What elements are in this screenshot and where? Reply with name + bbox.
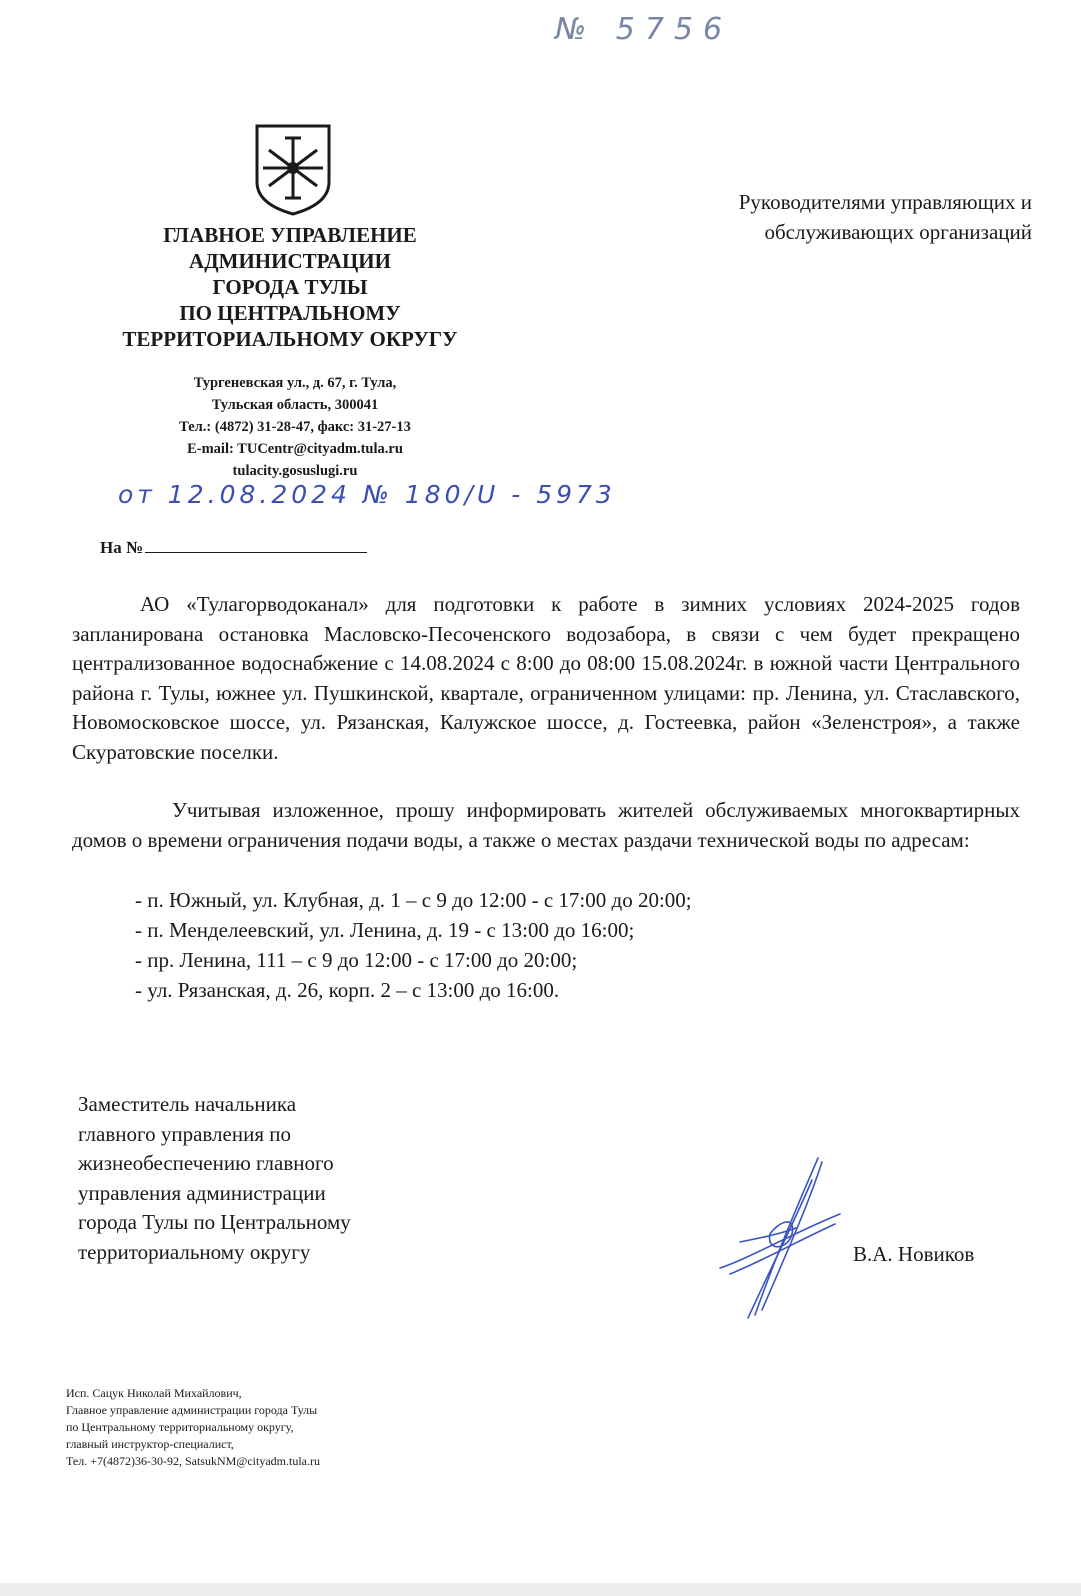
body-paragraph-1: АО «Тулагорводоканал» для подготовки к работе в зимних условиях 2024-2025 годов запланирована остановка Масловско-Песоченского водозабора, в связи с чем будет прекращено централизованное водоснабжение с 14.08.2024 с 8:00 до 08:00 15.08.2024г. в южной части Центрального района г. Тулы, южнее ул. Пушкинской, квартале, ограниченном улицами: пр. Ленина, ул. Стаславского, Новомосковское шоссе, ул. Рязанская, Калужское шоссе, д. Гостеевка, район «Зеленстроя», а также Скуратовские поселки.: [72, 592, 1020, 764]
position-line: жизнеобеспечению главного: [78, 1151, 334, 1175]
address-line: Тульская область, 300041: [211, 397, 379, 413]
body-paragraph-2: Учитывая изложенное, прошу информировать жителей обслуживаемых многоквартирных домов о времени ограничения подачи воды, а также о местах раздачи технической воды по адресам:: [72, 798, 1020, 852]
signer-name: В.А. Новиков: [853, 1242, 975, 1266]
signer-position: [78, 1090, 458, 1267]
phone-line: Тел.: (4872) 31-28-47, факс: 31-27-13: [179, 419, 411, 435]
position-line: главного управления по: [78, 1121, 291, 1146]
executor-info: [66, 1385, 320, 1470]
site-line: tulacity.gosuslugi.ru: [232, 463, 358, 479]
recipient-block: [640, 187, 1032, 247]
list-item: - пр. Ленина, 111 – с 9 до 12:00 - с 17:00 до 20:00;: [135, 948, 578, 972]
on-number-blank: [145, 552, 367, 553]
page-bottom-edge: [0, 1583, 1081, 1596]
position-line: территориальному округу: [78, 1239, 311, 1264]
email-line: E-mail: TUCentr@cityadm.tula.ru: [187, 441, 403, 457]
list-item: - п. Менделеевский, ул. Ленина, д. 19 - с 13:00 до 16:00;: [135, 918, 635, 942]
incoming-number-handwritten: № 5756: [555, 12, 733, 47]
executor-line: главный инструктор-специалист,: [66, 1437, 234, 1451]
organization-name: [110, 222, 470, 352]
handwritten-signature: [700, 1150, 860, 1320]
executor-line: Тел. +7(4872)36-30-92, SatsukNM@cityadm.tula.ru: [66, 1454, 320, 1468]
executor-line: Главное управление администрации города Тулы: [66, 1403, 318, 1417]
org-line: ПО ЦЕНТРАЛЬНОМУ: [179, 301, 401, 325]
org-line: АДМИНИСТРАЦИИ: [189, 249, 391, 273]
executor-line: по Центральному территориальному округу,: [66, 1420, 294, 1434]
list-item: - ул. Рязанская, д. 26, корп. 2 – с 13:00 до 16:00.: [135, 978, 560, 1002]
on-number-field: [100, 538, 367, 558]
org-line: ГОРОДА ТУЛЫ: [212, 275, 368, 299]
org-line: ГЛАВНОЕ УПРАВЛЕНИЕ: [163, 223, 417, 247]
recipient-line: обслуживающих организаций: [764, 220, 1032, 244]
water-distribution-points: [135, 885, 692, 1005]
position-line: Заместитель начальника: [78, 1092, 297, 1116]
organization-contacts: [130, 372, 460, 482]
executor-line: Исп. Сацук Николай Михайлович,: [66, 1386, 242, 1400]
org-line: ТЕРРИТОРИАЛЬНОМУ ОКРУГУ: [122, 327, 458, 351]
address-line: Тургеневская ул., д. 67, г. Тула,: [193, 375, 397, 391]
list-item: - п. Южный, ул. Клубная, д. 1 – с 9 до 12:00 - с 17:00 до 20:00;: [135, 888, 692, 912]
on-number-label: На №: [100, 538, 144, 557]
reference-number-handwritten: от 12.08.2024 № 180/U - 5973: [118, 480, 616, 509]
recipient-line: Руководителями управляющих и: [738, 190, 1032, 214]
position-line: города Тулы по Центральному: [78, 1210, 351, 1234]
tula-coat-of-arms-icon: [255, 124, 331, 216]
position-line: управления администрации: [78, 1180, 326, 1205]
